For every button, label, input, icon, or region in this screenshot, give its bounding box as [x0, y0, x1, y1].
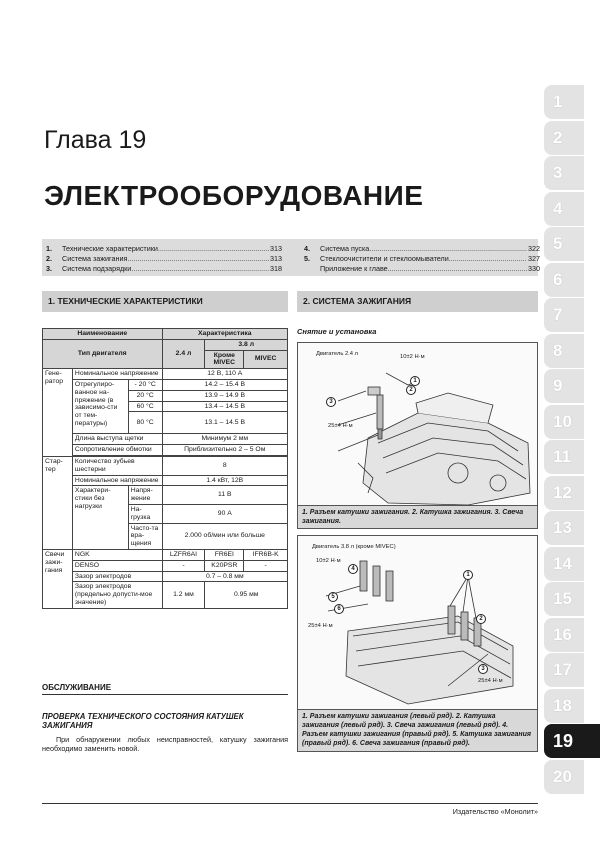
- table-cell: Стар-тер: [43, 456, 73, 549]
- footer-divider: [42, 803, 538, 804]
- figure-caption-3-8: 1. Разъем катушки зажигания (левый ряд). 2. Катушка зажигания (левый ряд). 3. Свеча зажигания (левый ряд). 4. Разъем катушки зажигания (правый ряд). 5. Катушка зажигания (правый ряд). 6. Свеча зажигания (правый ряд).: [297, 710, 538, 752]
- callout-5: 5: [328, 592, 338, 602]
- table-cell: FR6EI: [205, 549, 244, 560]
- chapter-tab-17[interactable]: 17: [544, 653, 584, 687]
- toc-page: 313: [270, 254, 282, 263]
- table-cell: 2.000 об/мин или больше: [162, 523, 287, 549]
- table-cell: Свечи зажи-гания: [43, 549, 73, 608]
- torque-label: 25±4 Н·м: [308, 623, 333, 629]
- table-of-contents: [42, 239, 538, 276]
- torque-label: 25±4 Н·м: [478, 678, 503, 684]
- callout-2: 2: [406, 385, 416, 395]
- table-row: [43, 339, 288, 350]
- toc-page: 330: [528, 264, 540, 273]
- table-cell: Номинальное напряжение: [72, 475, 162, 486]
- toc-num: 1.: [46, 244, 52, 253]
- callout-3: 3: [478, 664, 488, 674]
- toc-num: 2.: [46, 254, 52, 263]
- service-paragraph: При обнаружении любых неисправностей, катушку зажигания необходимо заменить новой.: [42, 735, 288, 753]
- chapter-tab-5[interactable]: 5: [544, 227, 584, 261]
- toc-leader: [158, 244, 269, 254]
- toc-item[interactable]: [304, 264, 540, 274]
- table-cell: 60 °C: [128, 401, 162, 412]
- table-cell: 13.9 – 14.9 В: [162, 390, 287, 401]
- figure-ignition-2-4: [297, 342, 538, 506]
- table-cell: K20PSR: [205, 560, 244, 571]
- chapter-tab-19[interactable]: 19: [544, 724, 600, 758]
- table-cell: 13.1 – 14.5 В: [162, 412, 287, 434]
- figure-caption-2-4: 1. Разъем катушки зажигания. 2. Катушка зажигания. 3. Свеча зажигания.: [297, 506, 538, 529]
- table-header-cell: Характеристика: [162, 329, 287, 340]
- table-cell: На-грузка: [128, 504, 162, 523]
- removal-heading: Снятие и установка: [297, 327, 377, 336]
- table-cell: 0.95 мм: [205, 582, 288, 608]
- chapter-tab-14[interactable]: 14: [544, 547, 584, 581]
- table-cell: Количество зубьев шестерни: [72, 456, 162, 475]
- table-row: [43, 445, 288, 456]
- table-row: [43, 549, 288, 560]
- torque-label: 10±2 Н·м: [400, 354, 425, 360]
- table-cell: NGK: [72, 549, 162, 560]
- chapter-label: Глава 19: [44, 126, 147, 154]
- table-cell: 1.2 мм: [162, 582, 205, 608]
- toc-label: Система зажигания: [62, 254, 128, 263]
- table-cell: - 20 °C: [128, 379, 162, 390]
- table-cell: 20 °C: [128, 390, 162, 401]
- table-cell: Длина выступа щетки: [72, 434, 162, 445]
- chapter-tab-20[interactable]: 20: [544, 760, 584, 794]
- table-cell: Гене-ратор: [43, 369, 73, 457]
- toc-num: 4.: [304, 244, 310, 253]
- chapter-tab-11[interactable]: 11: [544, 440, 584, 474]
- callout-1: 1: [463, 570, 473, 580]
- table-row: [43, 475, 288, 486]
- table-cell: IFR6B-K: [244, 549, 288, 560]
- page-title: ЭЛЕКТРООБОРУДОВАНИЕ: [44, 180, 424, 211]
- chapter-tab-4[interactable]: 4: [544, 192, 584, 226]
- table-cell: Приблизительно 2 – 5 Ом: [162, 445, 287, 456]
- table-row: [43, 379, 288, 390]
- callout-2: 2: [476, 614, 486, 624]
- table-cell: DENSO: [72, 560, 162, 571]
- toc-num: 5.: [304, 254, 310, 263]
- table-cell: -: [162, 560, 205, 571]
- toc-item[interactable]: [46, 244, 282, 254]
- table-header-cell: Тип двигателя: [43, 339, 163, 368]
- table-row: [43, 434, 288, 445]
- engine-label: Двигатель 3.8 л (кроме MIVEC): [312, 544, 396, 550]
- torque-label: 25±4 Н·м: [328, 423, 353, 429]
- table-row: [43, 571, 288, 582]
- table-cell: 0.7 – 0.8 мм: [162, 571, 287, 582]
- chapter-tab-9[interactable]: 9: [544, 369, 584, 403]
- toc-item[interactable]: [304, 244, 540, 254]
- toc-page: 327: [528, 254, 540, 263]
- table-header-cell: Кроме MIVEC: [205, 350, 244, 369]
- toc-num: 3.: [46, 264, 52, 273]
- chapter-tab-1[interactable]: 1: [544, 85, 584, 119]
- toc-right-column: [304, 244, 540, 274]
- service-heading: ОБСЛУЖИВАНИЕ: [42, 683, 288, 695]
- chapter-tab-10[interactable]: 10: [544, 405, 584, 439]
- toc-label: Приложение к главе: [320, 264, 388, 273]
- toc-label: Система пуска: [320, 244, 370, 253]
- toc-label: Стеклоочистители и стеклоомыватели: [320, 254, 449, 263]
- table-cell: Номинальное напряжение: [72, 369, 162, 380]
- toc-leader: [388, 264, 527, 274]
- table-row: [43, 560, 288, 571]
- toc-leader: [449, 254, 527, 264]
- table-header-cell: 2.4 л: [162, 339, 205, 368]
- table-cell: Зазор электродов (предельно допусти-мое значение): [72, 582, 162, 608]
- service-subheading: ПРОВЕРКА ТЕХНИЧЕСКОГО СОСТОЯНИЯ КАТУШЕК ЗАЖИГАНИЯ: [42, 712, 244, 730]
- table-cell: Сопротивление обмотки: [72, 445, 162, 456]
- chapter-tab-3[interactable]: 3: [544, 156, 584, 190]
- table-cell: 14.2 – 15.4 В: [162, 379, 287, 390]
- table-cell: Напря-жение: [128, 486, 162, 505]
- spec-table: [42, 328, 288, 609]
- table-row: [43, 329, 288, 340]
- chapter-tab-15[interactable]: 15: [544, 582, 584, 616]
- toc-label: Система подзарядки: [62, 264, 132, 273]
- chapter-tab-16[interactable]: 16: [544, 618, 584, 652]
- toc-page: 318: [270, 264, 282, 273]
- toc-leader: [127, 254, 269, 264]
- toc-item[interactable]: [46, 264, 282, 274]
- toc-item[interactable]: [46, 254, 282, 264]
- table-row: [43, 456, 288, 475]
- table-cell: 11 В: [162, 486, 287, 505]
- section-header-specs: 1. ТЕХНИЧЕСКИЕ ХАРАКТЕРИСТИКИ: [42, 291, 288, 312]
- publisher: Издательство «Монолит»: [452, 807, 538, 816]
- chapter-tab-13[interactable]: 13: [544, 511, 584, 545]
- table-cell: 12 В, 110 А: [162, 369, 287, 380]
- table-cell: Характери-стики без нагрузки: [72, 486, 128, 550]
- table-header-cell: 3.8 л: [205, 339, 288, 350]
- table-cell: Отрегулиро-ванное на-пряжение (в зависимо-сти от тем-пературы): [72, 379, 128, 433]
- toc-label: Технические характеристики: [62, 244, 158, 253]
- table-row: [43, 582, 288, 608]
- callout-4: 4: [348, 564, 358, 574]
- table-cell: Часто-та вра-щения: [128, 523, 162, 549]
- chapter-tab-6[interactable]: 6: [544, 263, 584, 297]
- table-header-cell: Наименование: [43, 329, 163, 340]
- toc-leader: [369, 244, 527, 254]
- torque-label: 10±2 Н·м: [316, 558, 341, 564]
- table-cell: 80 °C: [128, 412, 162, 434]
- table-row: [43, 486, 288, 505]
- section-header-ignition: 2. СИСТЕМА ЗАЖИГАНИЯ: [297, 291, 538, 312]
- table-cell: LZFR6AI: [162, 549, 205, 560]
- chapter-tab-12[interactable]: 12: [544, 476, 584, 510]
- table-row: [43, 369, 288, 380]
- chapter-tab-8[interactable]: 8: [544, 334, 584, 368]
- table-cell: Минимум 2 мм: [162, 434, 287, 445]
- toc-leader: [131, 264, 269, 274]
- chapter-tabs: [544, 85, 600, 795]
- table-cell: 13.4 – 14.5 В: [162, 401, 287, 412]
- callout-6: 6: [334, 604, 344, 614]
- figure-ignition-3-8: [297, 535, 538, 710]
- engine-label: Двигатель 2.4 л: [316, 351, 359, 357]
- callout-3: 3: [326, 397, 336, 407]
- toc-item[interactable]: [304, 254, 540, 264]
- table-cell: -: [244, 560, 288, 571]
- table-cell: 8: [162, 456, 287, 475]
- chapter-tab-2[interactable]: 2: [544, 121, 584, 155]
- table-header-cell: MIVEC: [244, 350, 288, 369]
- table-cell: 1.4 кВт, 12В: [162, 475, 287, 486]
- chapter-tab-7[interactable]: 7: [544, 298, 584, 332]
- table-cell: 90 А: [162, 504, 287, 523]
- callout-1: 1: [410, 376, 420, 386]
- toc-num: [304, 264, 320, 274]
- toc-page: 322: [528, 244, 540, 253]
- toc-left-column: [46, 244, 282, 274]
- chapter-tab-18[interactable]: 18: [544, 689, 584, 723]
- table-cell: Зазор электродов: [72, 571, 162, 582]
- toc-page: 313: [270, 244, 282, 253]
